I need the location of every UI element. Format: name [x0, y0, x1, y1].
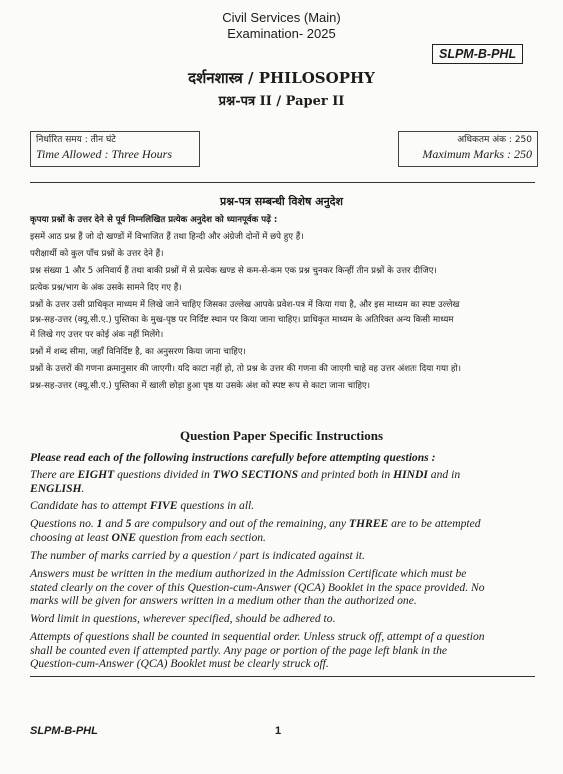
instruction-marks: The number of marks carried by a question / part is indicated against it. [30, 549, 365, 562]
hindi-line: प्रश्नों में शब्द सीमा, जहाँ विनिर्दिष्ट है, का अनुसरण किया जाना चाहिए। [30, 347, 246, 357]
instruction-compulsory: Questions no. 1 and 5 are compulsory and out of the remaining, any THREE are to be attempted choosing at least ONE question from each section. [30, 517, 481, 544]
instruction-eight-questions: There are EIGHT questions divided in TWO SECTIONS and printed both in HINDI and in ENGLISH. [30, 468, 461, 495]
instruction-word-limit: Word limit in questions, wherever specified, should be adhered to. [30, 612, 336, 625]
exam-title-line2: Examination- 2025 [227, 26, 336, 41]
hindi-line: प्रश्न-सह-उत्तर (क्यू.सी.ए.) पुस्तिका के मुख-पृष्ठ पर निर्दिष्ट स्थान पर किया जाना चाहिए। प्राधिकृत माध्यम के अतिरिक्त अन्य किसी माध्यम [30, 315, 454, 325]
subject-title: दर्शनशास्त्र / PHILOSOPHY [188, 69, 375, 87]
hindi-line: में लिखे गए उत्तर पर कोई अंक नहीं मिलेंगे। [30, 330, 164, 340]
instruction-sequential: Attempts of questions shall be counted in sequential order. Unless struck off, attempt of a question shall be counted even if attempted partly. Any page or portion of the page left blank in the Question-cum-Answer (QCA) Booklet must be clearly struck off. [30, 630, 485, 670]
hindi-line: प्रश्नों के उत्तरों की गणना क्रमानुसार की जाएगी। यदि काटा नहीं हो, तो प्रश्न के उत्तर की गणना की जाएगी चाहे वह उत्तर अंशतः दिया गया हो। [30, 364, 461, 374]
hindi-line: इसमें आठ प्रश्न हैं जो दो खण्डों में विभाजित हैं तथा हिन्दी और अंग्रेजी दोनों में छपे हुए हैं। [30, 232, 304, 242]
max-marks-hindi: अधिकतम अंक : 250 [457, 135, 532, 145]
instructions-end-divider [30, 676, 535, 677]
hindi-line: कृपया प्रश्नों के उत्तर देने से पूर्व निम्नलिखित प्रत्येक अनुदेश को ध्यानपूर्वक पढ़ें : [30, 215, 278, 225]
instruction-medium: Answers must be written in the medium authorized in the Admission Certificate which must be stated clearly on the cover of this Question-cum-Answer (QCA) Booklet in the space provided. No marks will be given for answers written in a medium other than the authorized one. [30, 567, 485, 607]
hindi-line: प्रत्येक प्रश्न/भाग के अंक उसके सामने दिए गए हैं। [30, 283, 182, 293]
hindi-instructions-block [30, 215, 540, 392]
hindi-line: प्रश्न संख्या 1 और 5 अनिवार्य हैं तथा बाकी प्रश्नों में से प्रत्येक खण्ड से कम-से-कम एक प्रश्न चुनकर किन्हीं तीन प्रश्नों के उत्तर दीजिए। [30, 266, 437, 276]
hindi-line: प्रश्नों के उत्तर उसी प्राधिकृत माध्यम में लिखे जाने चाहिए जिसका उल्लेख आपके प्रवेश-पत्र में किया गया है, और इस माध्यम का स्पष्ट उल्लेख [30, 300, 460, 310]
instruction-five-questions: Candidate has to attempt FIVE questions in all. [30, 499, 255, 512]
max-marks-box [398, 131, 538, 167]
page-number: 1 [275, 725, 282, 737]
time-allowed-box [30, 131, 200, 167]
max-marks-english: Maximum Marks : 250 [422, 147, 532, 161]
footer-paper-code: SLPM-B-PHL [30, 725, 98, 737]
hindi-line: प्रश्न-सह-उत्तर (क्यू.सी.ए.) पुस्तिका में खाली छोड़ा हुआ पृष्ठ या उसके अंश को स्पष्ट रूप से काटा जाना चाहिए। [30, 381, 371, 391]
time-allowed-english: Time Allowed : Three Hours [36, 147, 173, 161]
header-divider [30, 182, 535, 183]
paper-code-box: SLPM-B-PHL [432, 44, 523, 64]
english-lead: Please read each of the following instructions carefully before attempting questions : [30, 451, 436, 464]
paper-number: प्रश्न-पत्र II / Paper II [218, 94, 345, 109]
exam-title-line1: Civil Services (Main) [222, 10, 341, 25]
hindi-instructions-title: प्रश्न-पत्र सम्बन्धी विशेष अनुदेश [220, 195, 343, 208]
hindi-line: परीक्षार्थी को कुल पाँच प्रश्नों के उत्तर देने हैं। [30, 249, 164, 259]
english-instructions-title: Question Paper Specific Instructions [179, 428, 384, 443]
time-allowed-hindi: निर्धारित समय : तीन घंटे [36, 135, 116, 145]
